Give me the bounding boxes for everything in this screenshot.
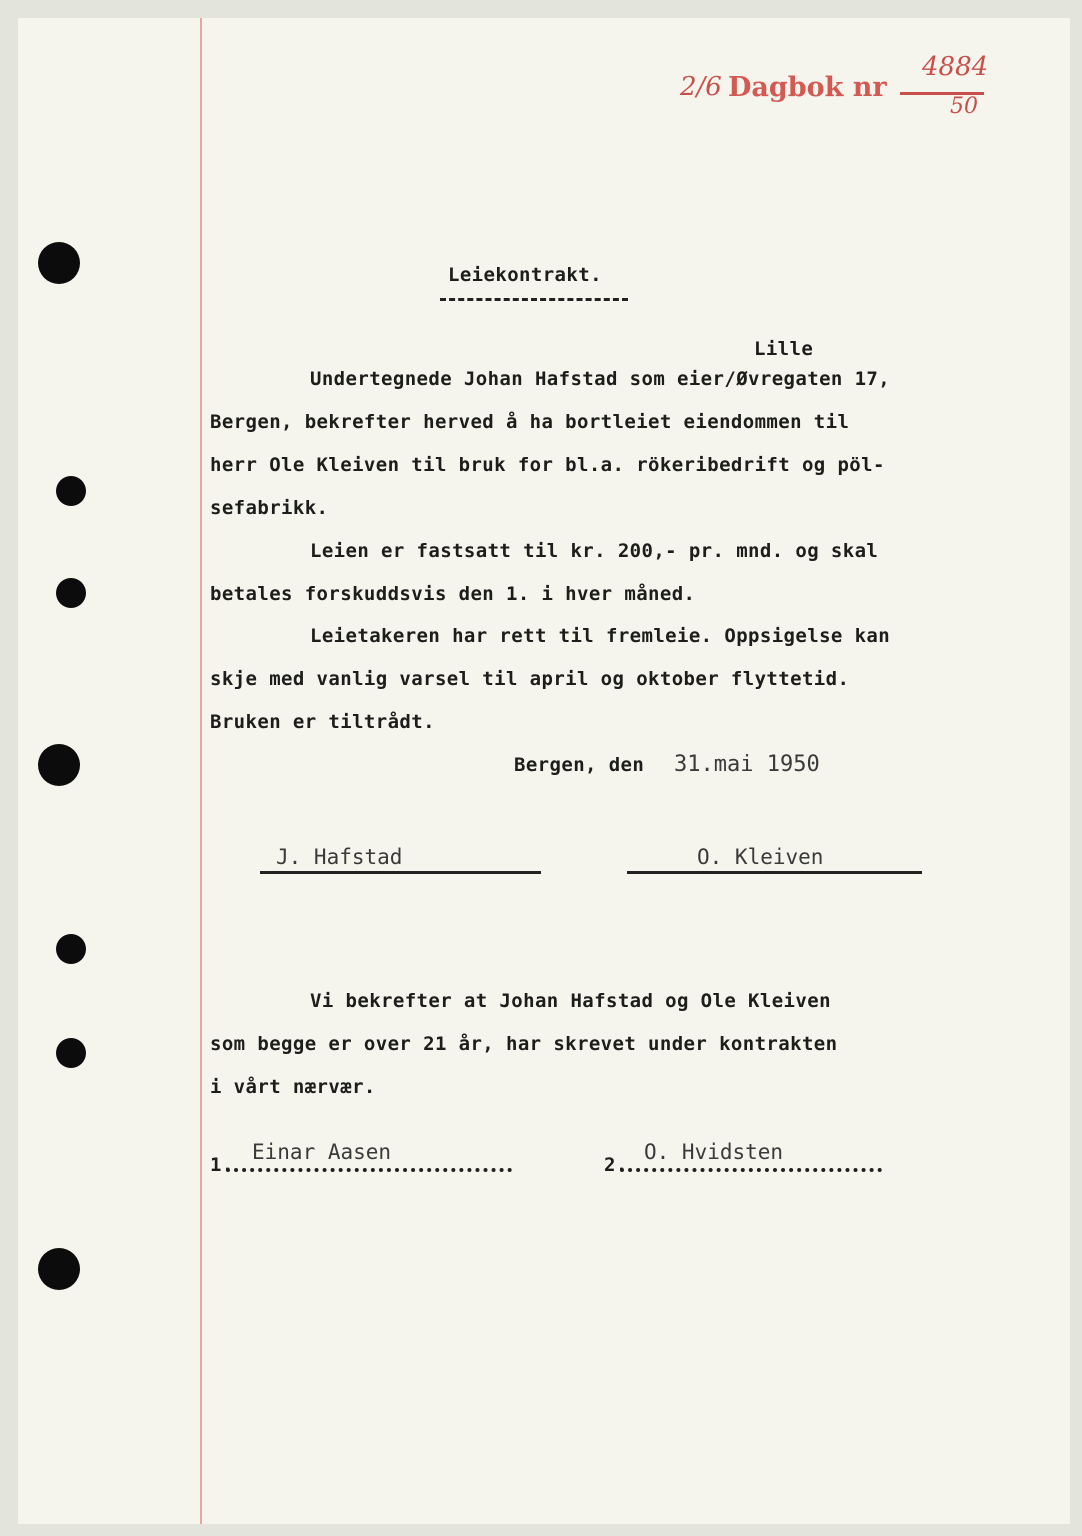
- landlord-signature: J. Hafstad: [276, 845, 403, 869]
- witness-line: som begge er over 21 år, har skrevet under kontrakten: [210, 1033, 838, 1055]
- landlord-signature-line: [260, 871, 541, 874]
- document-title: Leiekontrakt.: [448, 264, 602, 286]
- witness-2-number: 2.: [604, 1154, 628, 1176]
- tenant-signature: O. Kleiven: [697, 845, 824, 869]
- body-line: Leien er fastsatt til kr. 200,- pr. mnd. og skal: [310, 540, 879, 562]
- insertion-word: Lille: [754, 338, 814, 360]
- witness-2-dotted-line: [620, 1168, 882, 1172]
- place-prefix: Bergen, den: [514, 754, 645, 776]
- body-line: Leietakeren har rett til fremleie. Oppsigelse kan: [310, 625, 891, 647]
- stamp-date: 2/6: [680, 72, 722, 102]
- body-line: Bergen, bekrefter herved å ha bortleiet eiendommen til: [210, 411, 850, 433]
- body-line: sefabrikk.: [210, 497, 329, 519]
- witness-1-name: Einar Aasen: [252, 1140, 392, 1164]
- body-line: betales forskuddsvis den 1. i hver måned.: [210, 583, 696, 605]
- punch-hole: [38, 744, 80, 786]
- punch-hole: [38, 242, 80, 284]
- witness-line: Vi bekrefter at Johan Hafstad og Ole Kleiven: [310, 990, 831, 1012]
- punch-hole: [56, 1038, 86, 1068]
- title-underline: [440, 298, 628, 301]
- punch-hole: [56, 578, 86, 608]
- body-line: herr Ole Kleiven til bruk for bl.a. rökeribedrift og pöl-: [210, 454, 885, 476]
- contract-date: 31.mai 1950: [674, 752, 820, 777]
- stamp-number: 4884: [922, 52, 989, 82]
- punch-hole: [56, 934, 86, 964]
- tenant-signature-line: [627, 871, 922, 874]
- witness-1-number: 1.: [210, 1154, 234, 1176]
- punch-hole: [38, 1248, 80, 1290]
- body-line: skje med vanlig varsel til april og oktober flyttetid.: [210, 668, 850, 690]
- punch-hole: [56, 476, 86, 506]
- margin-line: [200, 18, 202, 1524]
- witness-2-name: O. Hvidsten: [644, 1140, 784, 1164]
- stamp-label: Dagbok nr: [728, 72, 887, 103]
- witness-line: i vårt nærvær.: [210, 1076, 376, 1098]
- stamp-year: 50: [950, 94, 978, 119]
- body-line: Undertegnede Johan Hafstad som eier/Øvregaten 17,: [310, 368, 891, 390]
- witness-1-dotted-line: [226, 1168, 512, 1172]
- body-line: Bruken er tiltrådt.: [210, 711, 435, 733]
